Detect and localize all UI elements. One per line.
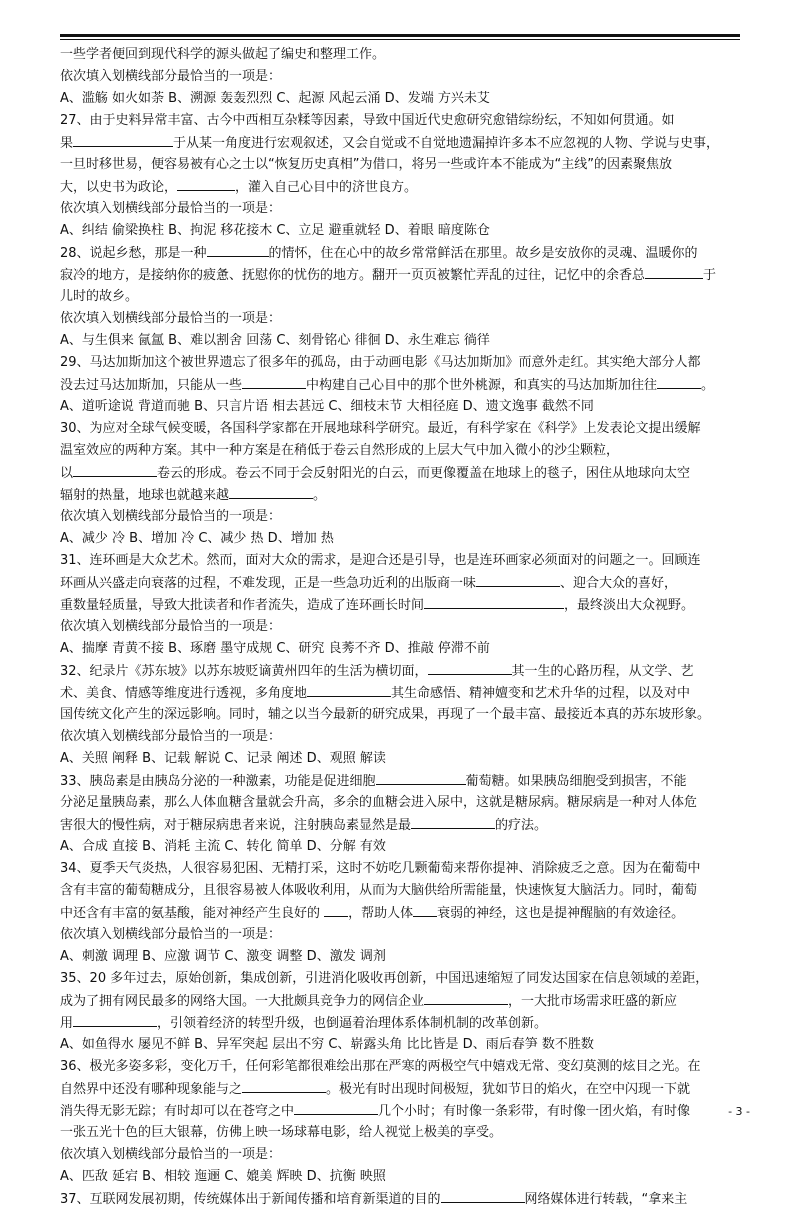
line-text: ，引领着经济的转型升级，也倒逼着治理体系体制机制的改革创新。: [157, 1016, 548, 1031]
fill-in-blank: [73, 1012, 157, 1027]
text-line: [60, 1166, 742, 1188]
line-text: 。极光有时出现时间极短，犹如节日的焰火，在空中闪现一下就: [326, 1082, 691, 1097]
text-line: [60, 946, 742, 968]
line-text: A、揣摩 青黄不接 B、琢磨 墨守成规 C、研究 良莠不齐 D、推敲 停滞不前: [60, 641, 490, 656]
line-text: 大，以史书为政论，: [60, 180, 178, 195]
line-text: 依次填入划横线部分最恰当的一项是：: [60, 729, 282, 744]
document-body: [60, 44, 742, 1210]
text-line: [60, 770, 742, 792]
line-text: ，灌入自己心目中的济世良方。: [235, 180, 418, 195]
line-text: 其一生的心路历程，从文学、艺: [511, 664, 694, 679]
text-line: [60, 462, 742, 484]
text-line: [60, 792, 742, 814]
line-text: 网络媒体进行转载，“拿来主: [524, 1192, 688, 1207]
text-line: [60, 682, 742, 704]
fill-in-blank: [242, 1078, 326, 1093]
line-text: 、迎合大众的喜好，: [560, 576, 678, 591]
line-text: A、纠结 偷梁换柱 B、拘泥 移花接木 C、立足 避重就轻 D、着眼 暗度陈仓: [60, 223, 490, 238]
text-line: [60, 506, 742, 528]
line-text: 成为了拥有网民最多的网络大国。一大批颇具竞争力的网信企业: [60, 994, 425, 1009]
line-text: 34、夏季天气炎热，人很容易犯困、无精打采，这时不妨吃几颗葡萄来帮你提神、消除疲乏之意。因为在葡萄中: [60, 861, 701, 876]
fill-in-blank: [428, 660, 512, 675]
fill-in-blank: [424, 594, 564, 609]
line-text: 卷云的形成。卷云不同于会反射阳光的白云，而更像覆盖在地球上的毯子，困住从地球向太空: [157, 466, 691, 481]
line-text: 消失得无影无踪；有时却可以在苍穹之中: [60, 1104, 295, 1119]
fill-in-blank: [476, 572, 560, 587]
text-line: [60, 286, 742, 308]
text-line: [60, 902, 742, 924]
text-line: [60, 396, 742, 418]
line-text: 衰弱的神经，这也是提神醒脑的有效途径。: [437, 906, 685, 921]
fill-in-blank: [207, 242, 269, 257]
line-text: 依次填入划横线部分最恰当的一项是：: [60, 69, 282, 84]
line-text: A、滥觞 如火如荼 B、溯源 轰轰烈烈 C、起源 风起云涌 D、发端 方兴未艾: [60, 91, 490, 106]
line-text: 重数量轻质量，导致大批读者和作者流失，造成了连环画长时间: [60, 598, 425, 613]
text-line: [60, 220, 742, 242]
text-line: [60, 1034, 742, 1056]
line-text: ，帮助人体: [348, 906, 414, 921]
line-text: 葡萄糖。如果胰岛细胞受到损害，不能: [465, 774, 687, 789]
line-text: 33、胰岛素是由胰岛分泌的一种激素，功能是促进细胞: [60, 774, 376, 789]
text-line: [60, 264, 742, 286]
line-text: 儿时的故乡。: [60, 289, 139, 304]
header-rule-thin: [60, 39, 740, 40]
line-text: 害很大的慢性病，对于糖尿病患者来说，注射胰岛素显然是最: [60, 818, 412, 833]
fill-in-blank: [441, 1188, 525, 1203]
line-text: 。: [313, 488, 327, 503]
text-line: [60, 440, 742, 462]
line-text: 没去过马达加斯加，只能从一些: [60, 378, 243, 393]
line-text: 自然界中还没有哪种现象能与之: [60, 1082, 243, 1097]
fill-in-blank: [411, 814, 495, 829]
line-text: 以: [60, 466, 74, 481]
line-text: A、道听途说 背道而驰 B、只言片语 相去甚远 C、细枝末节 大相径庭 D、遗文逸事 截然不同: [60, 399, 594, 414]
line-text: 一张五光十色的巨大银幕，仿佛上映一场球幕电影，给人视觉上极美的享受。: [60, 1125, 503, 1140]
text-line: [60, 968, 742, 990]
line-text: 28、说起乡愁，那是一种: [60, 246, 207, 261]
line-text: 30、为应对全球气候变暖，各国科学家都在开展地球科学研究。最近，有科学家在《科学》上发表论文提出缓解: [60, 421, 701, 436]
line-text: 几个小时；有时像一条彩带，有时像一团火焰，有时像: [378, 1104, 691, 1119]
fill-in-blank: [645, 264, 703, 279]
text-line: [60, 418, 742, 440]
page-number: - 3 -: [728, 1105, 750, 1118]
line-text: 27、由于史料异常丰富、古今中西相互杂糅等因素，导致中国近代史愈研究愈错综纷纭，不知如何贯通。如: [60, 113, 675, 128]
text-line: [60, 484, 742, 506]
text-line: [60, 1078, 742, 1100]
line-text: 中构建自己心目中的那个世外桃源，和真实的马达加斯加往往: [306, 378, 658, 393]
fill-in-blank: [73, 462, 157, 477]
text-line: [60, 924, 742, 946]
fill-in-blank: [376, 770, 466, 785]
text-line: [60, 374, 742, 396]
line-text: A、合成 直接 B、消耗 主流 C、转化 简单 D、分解 有效: [60, 839, 386, 854]
text-line: [60, 154, 742, 176]
text-line: [60, 1188, 742, 1210]
line-text: 依次填入划横线部分最恰当的一项是：: [60, 1147, 282, 1162]
line-text: 。: [701, 378, 715, 393]
line-text: 一旦时移世易，便容易被有心之士以“恢复历史真相”为借口，将另一些或许本不能成为“主线”的因素聚焦放: [60, 157, 672, 172]
line-text: 其生命感悟、精神嬗变和艺术升华的过程，以及对中: [391, 686, 691, 701]
line-text: ，一大批市场需求旺盛的新应: [508, 994, 678, 1009]
line-text: 依次填入划横线部分最恰当的一项是：: [60, 311, 282, 326]
text-line: [60, 990, 742, 1012]
fill-in-blank: [657, 374, 701, 389]
text-line: [60, 660, 742, 682]
line-text: 依次填入划横线部分最恰当的一项是：: [60, 201, 282, 216]
fill-in-blank: [242, 374, 306, 389]
line-text: 国传统文化产生的深远影响。同时，辅之以当今最新的研究成果，再现了一个最丰富、最接近本真的苏东坡形象。: [60, 707, 711, 722]
text-line: [60, 352, 742, 374]
line-text: ，最终淡出大众视野。: [564, 598, 695, 613]
text-line: [60, 748, 742, 770]
line-text: 于: [703, 268, 717, 283]
line-text: 依次填入划横线部分最恰当的一项是：: [60, 509, 282, 524]
text-line: [60, 638, 742, 660]
line-text: 35、20 多年过去，原始创新，集成创新，引进消化吸收再创新，中国迅速缩短了同发达国家在信息领域的差距，: [60, 971, 709, 986]
fill-in-blank: [229, 484, 313, 499]
line-text: 的情怀，住在心中的故乡常常鲜活在那里。故乡是安放你的灵魂、温暖你的: [268, 246, 698, 261]
text-line: [60, 528, 742, 550]
text-line: [60, 858, 742, 880]
text-line: [60, 704, 742, 726]
line-text: 36、极光多姿多彩，变化万千，任何彩笔都很难绘出那在严寒的两极空气中嬉戏无常、变幻莫测的炫目之光。在: [60, 1059, 701, 1074]
line-text: A、匹敌 延宕 B、相较 迤逦 C、媲美 辉映 D、抗衡 映照: [60, 1169, 386, 1184]
fill-in-blank: [73, 132, 173, 147]
text-line: [60, 132, 742, 154]
text-line: [60, 176, 742, 198]
text-line: [60, 1122, 742, 1144]
line-text: 37、互联网发展初期，传统媒体出于新闻传播和培育新渠道的目的: [60, 1192, 441, 1207]
text-line: [60, 110, 742, 132]
text-line: [60, 66, 742, 88]
text-line: [60, 44, 742, 66]
line-text: A、刺激 调理 B、应激 调节 C、激变 调整 D、激发 调剂: [60, 949, 386, 964]
text-line: [60, 880, 742, 902]
line-text: 含有丰富的葡萄糖成分，且很容易被人体吸收利用，从而为大脑供给所需能量，快速恢复大脑活力。同时，葡萄: [60, 883, 698, 898]
text-line: [60, 330, 742, 352]
text-line: [60, 242, 742, 264]
line-text: 用: [60, 1016, 74, 1031]
fill-in-blank: [307, 682, 391, 697]
line-text: 分泌足量胰岛素，那么人体血糖含量就会升高，多余的血糖会进入尿中，这就是糖尿病。糖尿病是一种对人体危: [60, 795, 698, 810]
text-line: [60, 814, 742, 836]
line-text: 31、连环画是大众艺术。然而，面对大众的需求，是迎合还是引导，也是连环画家必须面对的问题之一。回顾连: [60, 553, 701, 568]
text-line: [60, 836, 742, 858]
text-line: [60, 1056, 742, 1078]
line-text: 寂冷的地方，是接纳你的疲惫、抚慰你的忧伤的地方。翻开一页页被繁忙弄乱的过往，记忆中的余香总: [60, 268, 646, 283]
text-line: [60, 594, 742, 616]
fill-in-blank: [413, 902, 437, 917]
line-text: 环画从兴盛走向衰落的过程，不难发现，正是一些急功近利的出版商一味: [60, 576, 477, 591]
text-line: [60, 198, 742, 220]
text-line: [60, 1144, 742, 1166]
line-text: A、与生俱来 氤氲 B、难以割舍 回荡 C、刻骨铭心 徘徊 D、永生难忘 徜徉: [60, 333, 490, 348]
line-text: 的疗法。: [495, 818, 548, 833]
text-line: [60, 550, 742, 572]
line-text: A、减少 冷 B、增加 冷 C、减少 热 D、增加 热: [60, 531, 334, 546]
line-text: 中还含有丰富的氨基酸，能对神经产生良好的: [60, 906, 325, 921]
line-text: 术、美食、情感等维度进行透视，多角度地: [60, 686, 308, 701]
text-line: [60, 1100, 742, 1122]
header-rule-thick: [60, 34, 740, 37]
line-text: 果: [60, 136, 74, 151]
text-line: [60, 1012, 742, 1034]
text-line: [60, 726, 742, 748]
line-text: 温室效应的两种方案。其中一种方案是在稍低于卷云自然形成的上层大气中加入微小的沙尘颗粒，: [60, 443, 620, 458]
fill-in-blank: [177, 176, 235, 191]
line-text: A、如鱼得水 屡见不鲜 B、异军突起 层出不穷 C、崭露头角 比比皆是 D、雨后春笋 数不胜数: [60, 1037, 594, 1052]
line-text: 辐射的热量，地球也就越来越: [60, 488, 230, 503]
text-line: [60, 308, 742, 330]
line-text: 一些学者便回到现代科学的源头做起了编史和整理工作。: [60, 47, 386, 62]
line-text: 于从某一角度进行宏观叙述，又会自觉或不自觉地遗漏掉许多本不应忽视的人物、学说与史事，: [173, 136, 720, 151]
text-line: [60, 88, 742, 110]
line-text: 32、纪录片《苏东坡》以苏东坡贬谪黄州四年的生活为横切面，: [60, 664, 428, 679]
line-text: 依次填入划横线部分最恰当的一项是：: [60, 927, 282, 942]
fill-in-blank: [294, 1100, 378, 1115]
line-text: 依次填入划横线部分最恰当的一项是：: [60, 619, 282, 634]
line-text: 29、马达加斯加这个被世界遗忘了很多年的孤岛，由于动画电影《马达加斯加》而意外走红。其实绝大部分人都: [60, 355, 701, 370]
text-line: [60, 572, 742, 594]
text-line: [60, 616, 742, 638]
fill-in-blank: [324, 902, 348, 917]
line-text: A、关照 阐释 B、记载 解说 C、记录 阐述 D、观照 解读: [60, 751, 386, 766]
fill-in-blank: [424, 990, 508, 1005]
